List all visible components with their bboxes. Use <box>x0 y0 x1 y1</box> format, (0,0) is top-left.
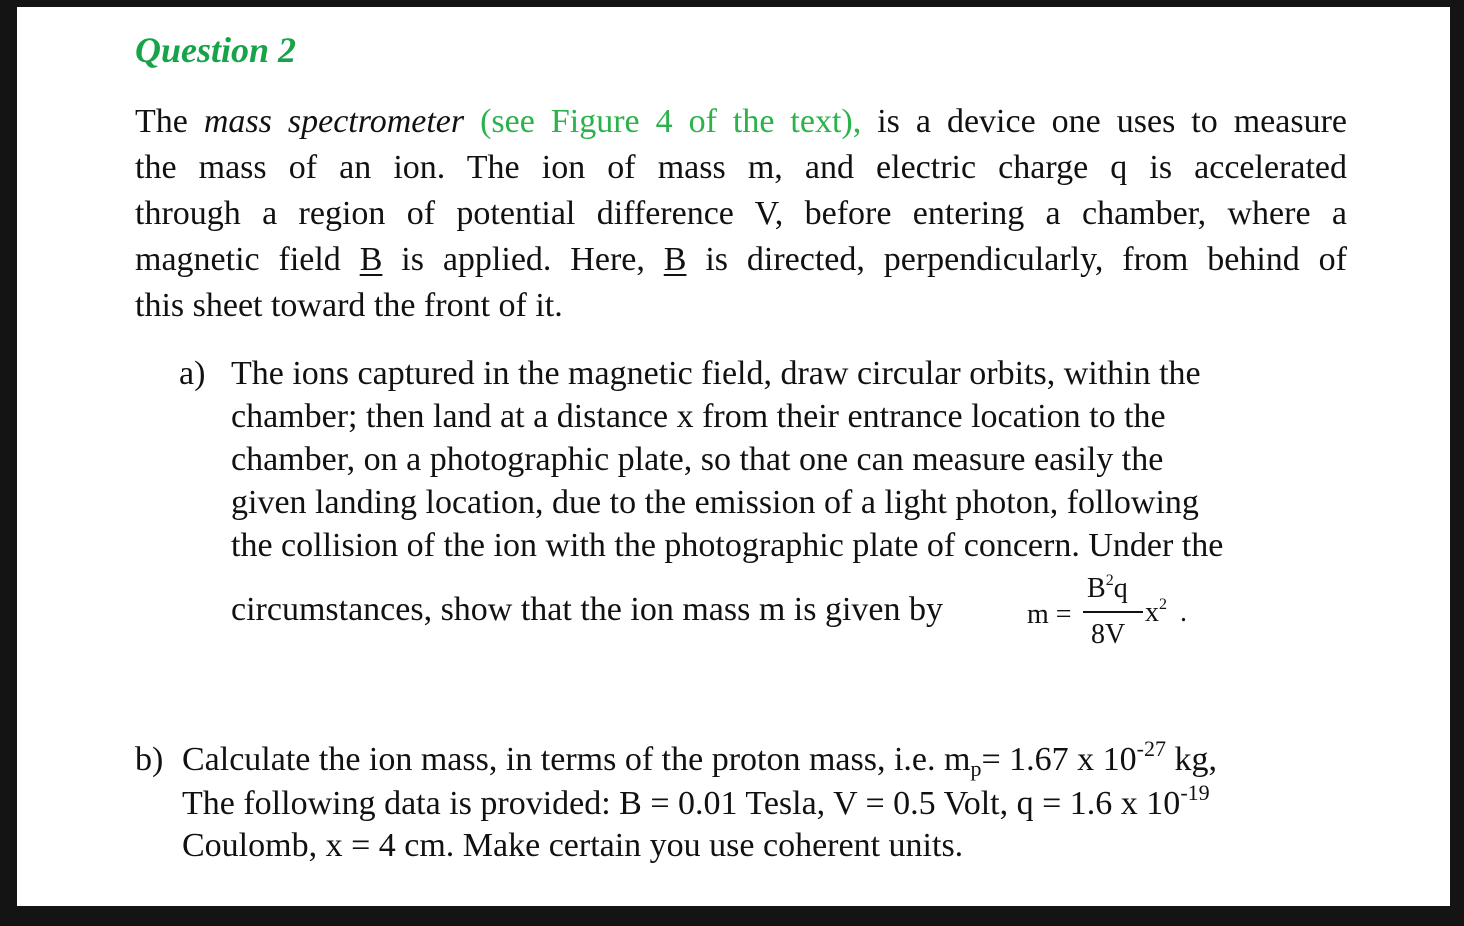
part-b-text: kg, <box>1165 741 1217 778</box>
vector-b: B <box>359 241 383 278</box>
intro-line-1 <box>135 99 1347 145</box>
proton-subscript: p <box>970 756 982 781</box>
term-mass-spectrometer: mass spectrometer <box>203 103 465 140</box>
exponent-minus-19: -19 <box>1180 780 1210 805</box>
exponent-minus-27: -27 <box>1136 736 1166 761</box>
space <box>464 103 480 140</box>
vector-b: B <box>663 241 687 278</box>
formula-x-base: x <box>1145 597 1159 628</box>
formula-x-exponent: 2 <box>1159 596 1167 613</box>
figure-reference: (see Figure 4 of the text), <box>480 103 862 140</box>
part-a-line-6: circumstances, show that the ion mass m is given by <box>231 591 943 628</box>
intro-line-5: this sheet toward the front of it. <box>135 287 563 324</box>
part-b-text: The following data is provided: B = 0.01 Tesla, V = 0.5 Volt, q = 1.6 x 10 <box>182 785 1181 822</box>
part-b-marker: b) <box>135 741 164 778</box>
part-b-line-2 <box>182 781 1210 827</box>
formula-q: q <box>1113 573 1128 604</box>
part-b-text: Calculate the ion mass, in terms of the proton mass, i.e. m <box>182 741 971 778</box>
formula-b: B <box>1087 573 1106 604</box>
question-title: Question 2 <box>135 30 297 70</box>
formula-denominator: 8V <box>1091 619 1126 650</box>
part-a-line-4: given landing location, due to the emission of a light photon, following <box>231 484 1199 521</box>
intro-text: is applied. Here, <box>382 241 664 278</box>
part-a-marker: a) <box>179 355 206 392</box>
formula-b-exponent: 2 <box>1105 572 1114 589</box>
formula-lhs: m = <box>1027 599 1072 630</box>
part-b-text: = 1.67 x 10 <box>981 741 1137 778</box>
intro-text: The <box>135 103 204 140</box>
intro-line-2: the mass of an ion. The ion of mass m, and electric charge q is accelerated <box>135 149 1347 186</box>
part-b-line-3: Coulomb, x = 4 cm. Make certain you use coherent units. <box>182 827 964 864</box>
part-a-line-2: chamber; then land at a distance x from their entrance location to the <box>231 398 1166 435</box>
formula-x <box>1145 597 1167 629</box>
part-a-line-5: the collision of the ion with the photographic plate of concern. Under the <box>231 527 1224 564</box>
formula-numerator <box>1087 573 1128 605</box>
formula-period: . <box>1180 597 1187 628</box>
intro-text: is directed, perpendicularly, from behind of <box>686 241 1348 278</box>
intro-line-4 <box>135 237 1347 283</box>
question-sheet <box>17 7 1450 906</box>
part-a-line-1: The ions captured in the magnetic field, draw circular orbits, within the <box>231 355 1201 392</box>
intro-line-3: through a region of potential difference V, before entering a chamber, where a <box>135 195 1347 232</box>
intro-text: magnetic field <box>135 241 360 278</box>
fraction-bar <box>1083 611 1143 613</box>
intro-text: is a device one uses to measure <box>861 103 1348 140</box>
part-b-line-1 <box>182 737 1217 783</box>
part-a-line-3: chamber, on a photographic plate, so that one can measure easily the <box>231 441 1164 478</box>
